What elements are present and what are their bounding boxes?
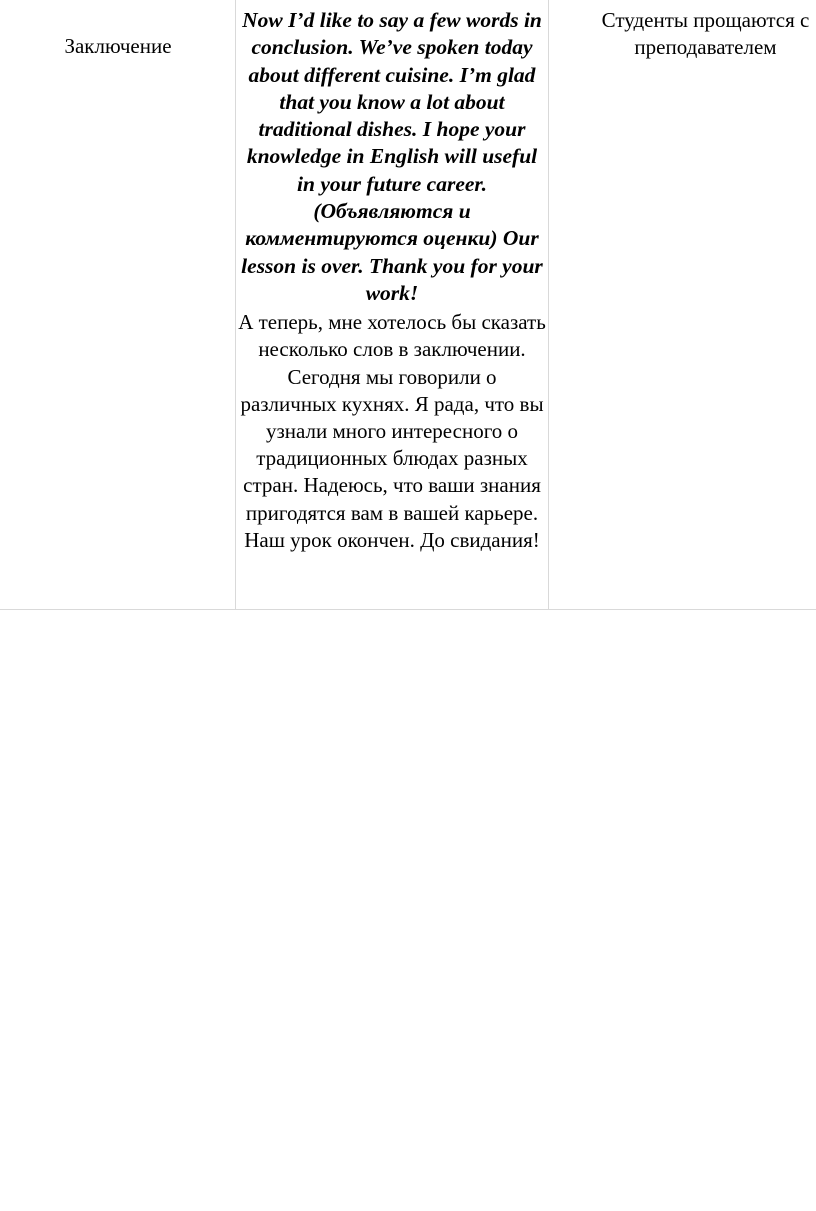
stage-label: Заключение [64, 34, 172, 58]
teacher-english-text: Now I’d like to say a few words in conclusion. We’ve spoken today about different cuisine. I’m glad that you know a lot about traditional dishes. I hope your knowledge in English will useful in your future career. (Объявляются и комментируются оценки) Our lesson is over. Thank you for your work! [241, 8, 543, 305]
students-activity-cell [549, 0, 816, 609]
students-text-line-2: преподавателем [634, 35, 777, 59]
teacher-activity-cell [236, 0, 549, 609]
students-text-line-1: Студенты прощаются с [601, 8, 810, 32]
teacher-russian-text: А теперь, мне хотелось бы сказать несколько слов в заключении. Сегодня мы говорили о различных кухнях. Я рада, что вы узнали много интересного о традиционных блюдах разных стран. Надеюсь, что ваши знания пригодятся вам в вашей карьере. Наш урок окончен. До свидания! [238, 310, 546, 552]
students-activity-text [549, 7, 816, 61]
stage-cell [0, 0, 236, 609]
